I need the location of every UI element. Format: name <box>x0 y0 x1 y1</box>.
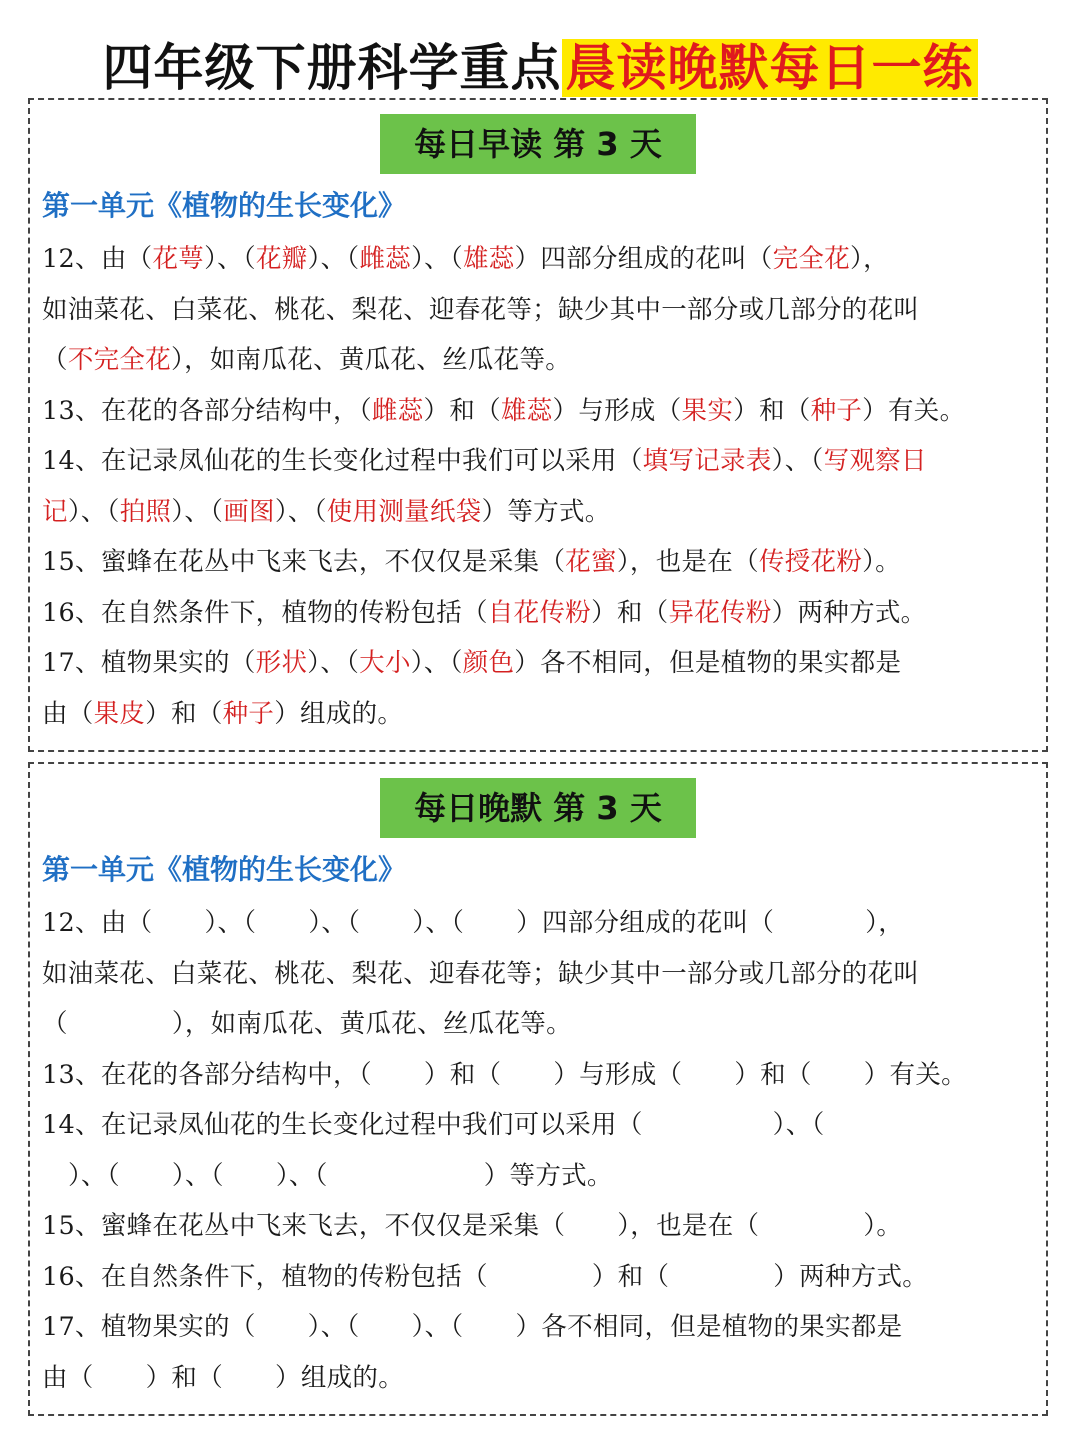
text-line <box>42 1302 1046 1353</box>
question-text: ）四部分组成的花叫（ <box>516 908 775 938</box>
answer-text: 使用测量纸袋 <box>326 496 482 527</box>
question-text: ）、（ <box>204 244 256 274</box>
text-line <box>42 487 1046 538</box>
question-text: 17、植物果实的（ <box>42 648 256 678</box>
question-text: 17、植物果实的（ <box>42 1312 256 1342</box>
question-text: ）、（ <box>307 648 360 678</box>
question-text: ），如南瓜花、黄瓜花、丝瓜花等。 <box>171 1009 572 1039</box>
question-text: ）各不相同，但是植物的果实都是 <box>515 1312 903 1342</box>
question-text: ）两种方式。 <box>773 1261 929 1292</box>
question-text: ）、（ <box>772 1110 825 1140</box>
title-highlight: 晨读晚默每日一练 <box>562 39 978 97</box>
answer-text: 异花传粉 <box>668 597 772 628</box>
question-text: ）。 <box>863 1211 903 1241</box>
text-line <box>42 436 1046 487</box>
question-text: 13、在花的各部分结构中，（ <box>42 1059 372 1090</box>
question-text: 14、在记录凤仙花的生长变化过程中我们可以采用（ <box>42 446 643 476</box>
answer-text: 颜色 <box>462 648 515 678</box>
answer-text: 大小 <box>359 648 411 678</box>
answer-text: 完全花 <box>772 244 851 274</box>
text-line <box>42 386 1046 437</box>
question-text: ）、（ <box>171 496 224 527</box>
answer-text: 花萼 <box>152 244 205 274</box>
question-text: ）和（ <box>423 395 501 426</box>
question-text: 12、由（ <box>42 244 153 274</box>
question-text: ）、（ <box>307 1312 360 1342</box>
question-text: ）组成的。 <box>275 1362 405 1393</box>
text-line <box>42 689 1046 740</box>
question-text: （ <box>42 345 68 375</box>
question-text: ）和（ <box>733 395 811 426</box>
text-line <box>42 1050 1046 1101</box>
question-text: ）与形成（ <box>553 1059 683 1090</box>
text-line <box>42 285 1046 336</box>
question-text: ）、（ <box>204 908 257 938</box>
answer-text: 填写记录表 <box>642 446 772 476</box>
question-text: 12、由（ <box>42 908 153 938</box>
answer-text: 传授花粉 <box>758 547 863 577</box>
answer-text: 拍照 <box>119 496 172 527</box>
question-text: ）、（ <box>410 648 463 678</box>
morning-reading-panel <box>28 98 1048 752</box>
question-text: 如油菜花、白菜花、桃花、梨花、迎春花等；缺少其中一部分或几部分的花叫 <box>42 958 920 989</box>
question-text: ）和（ <box>145 1362 224 1393</box>
answer-text: 自花传粉 <box>487 597 592 628</box>
answer-text: 花蜜 <box>565 547 617 577</box>
text-line <box>42 999 1046 1050</box>
evening-body <box>42 898 1046 1403</box>
question-text: 15、蜜蜂在花丛中飞来飞去，不仅仅是采集（ <box>42 547 566 577</box>
question-text: 由（ <box>42 1362 94 1393</box>
question-text: ）、（ <box>275 1160 328 1191</box>
question-text: ）四部分组成的花叫（ <box>514 244 773 274</box>
question-text: ）、（ <box>308 908 361 938</box>
answer-text: 果皮 <box>93 698 146 729</box>
question-text: 由（ <box>42 698 94 729</box>
morning-header: 每日早读 第 3 天 <box>380 114 696 174</box>
answer-text: 雌蕊 <box>359 244 412 274</box>
text-line <box>42 537 1046 588</box>
question-text: ）有关。 <box>863 1059 967 1090</box>
title-main: 四年级下册科学重点 <box>102 39 562 97</box>
question-text: ）等方式。 <box>481 496 611 527</box>
answer-text: 不完全花 <box>67 345 172 375</box>
question-text: ），如南瓜花、黄瓜花、丝瓜花等。 <box>171 345 572 375</box>
question-text: ）和（ <box>734 1059 812 1090</box>
answer-text: 花瓣 <box>255 244 308 274</box>
evening-unit-title: 第一单元《植物的生长变化》 <box>42 853 407 886</box>
answer-text: 写观察日 <box>823 446 927 476</box>
question-text: ）和（ <box>591 1261 670 1292</box>
text-line <box>42 638 1046 689</box>
text-line <box>42 949 1046 1000</box>
answer-text: 画图 <box>223 496 275 527</box>
question-text: 15、蜜蜂在花丛中飞来飞去，不仅仅是采集（ <box>42 1211 566 1241</box>
question-text: ）有关。 <box>862 395 966 426</box>
question-text: ）、（ <box>771 446 824 476</box>
question-text: ）和（ <box>145 698 223 729</box>
question-text: ）和（ <box>591 597 669 628</box>
text-line <box>42 1100 1046 1151</box>
question-text: ）、（ <box>411 244 463 274</box>
evening-dictation-panel <box>28 762 1048 1416</box>
question-text: 16、在自然条件下，植物的传粉包括（ <box>42 1261 488 1292</box>
morning-body <box>42 234 1046 739</box>
text-line <box>42 234 1046 285</box>
question-text: ）， <box>865 908 905 938</box>
question-text: （ <box>42 1009 68 1039</box>
text-line <box>42 588 1046 639</box>
question-text: ）。 <box>862 547 901 577</box>
answer-text: 记 <box>42 496 68 527</box>
question-text: ）等方式。 <box>483 1160 613 1191</box>
question-text: ）、（ <box>68 1160 120 1191</box>
question-text: ）与形成（ <box>552 395 682 426</box>
question-text: ）两种方式。 <box>771 597 927 628</box>
question-text: ）、（ <box>274 496 327 527</box>
question-text: ）、（ <box>67 496 120 527</box>
text-line <box>42 1252 1046 1303</box>
morning-unit-title: 第一单元《植物的生长变化》 <box>42 189 407 222</box>
answer-text: 果实 <box>681 395 734 426</box>
text-line <box>42 335 1046 386</box>
question-text: ）、（ <box>171 1160 224 1191</box>
question-text: ）组成的。 <box>274 698 404 729</box>
answer-text: 雄蕊 <box>463 244 515 274</box>
text-line <box>42 1353 1046 1404</box>
question-text: 13、在花的各部分结构中，（ <box>42 395 372 426</box>
question-text: 16、在自然条件下，植物的传粉包括（ <box>42 597 488 628</box>
question-text: ），也是在（ <box>616 547 759 577</box>
question-text: ）各不相同，但是植物的果实都是 <box>514 648 902 678</box>
page-title <box>0 30 1080 106</box>
answer-text: 形状 <box>255 648 308 678</box>
text-line <box>42 1201 1046 1252</box>
question-text: ）、（ <box>412 908 465 938</box>
text-line <box>42 1151 1046 1202</box>
answer-text: 种子 <box>222 698 275 729</box>
question-text: ）和（ <box>423 1059 502 1090</box>
question-text: 14、在记录凤仙花的生长变化过程中我们可以采用（ <box>42 1110 643 1140</box>
question-text: 如油菜花、白菜花、桃花、梨花、迎春花等；缺少其中一部分或几部分的花叫 <box>42 294 920 325</box>
answer-text: 雌蕊 <box>371 395 424 426</box>
text-line <box>42 898 1046 949</box>
evening-header: 每日晚默 第 3 天 <box>380 778 696 838</box>
question-text: ），也是在（ <box>617 1211 760 1241</box>
answer-text: 种子 <box>810 395 863 426</box>
question-text: ）， <box>850 244 889 274</box>
question-text: ）、（ <box>307 244 360 274</box>
question-text: ）、（ <box>411 1312 464 1342</box>
answer-text: 雄蕊 <box>500 395 553 426</box>
